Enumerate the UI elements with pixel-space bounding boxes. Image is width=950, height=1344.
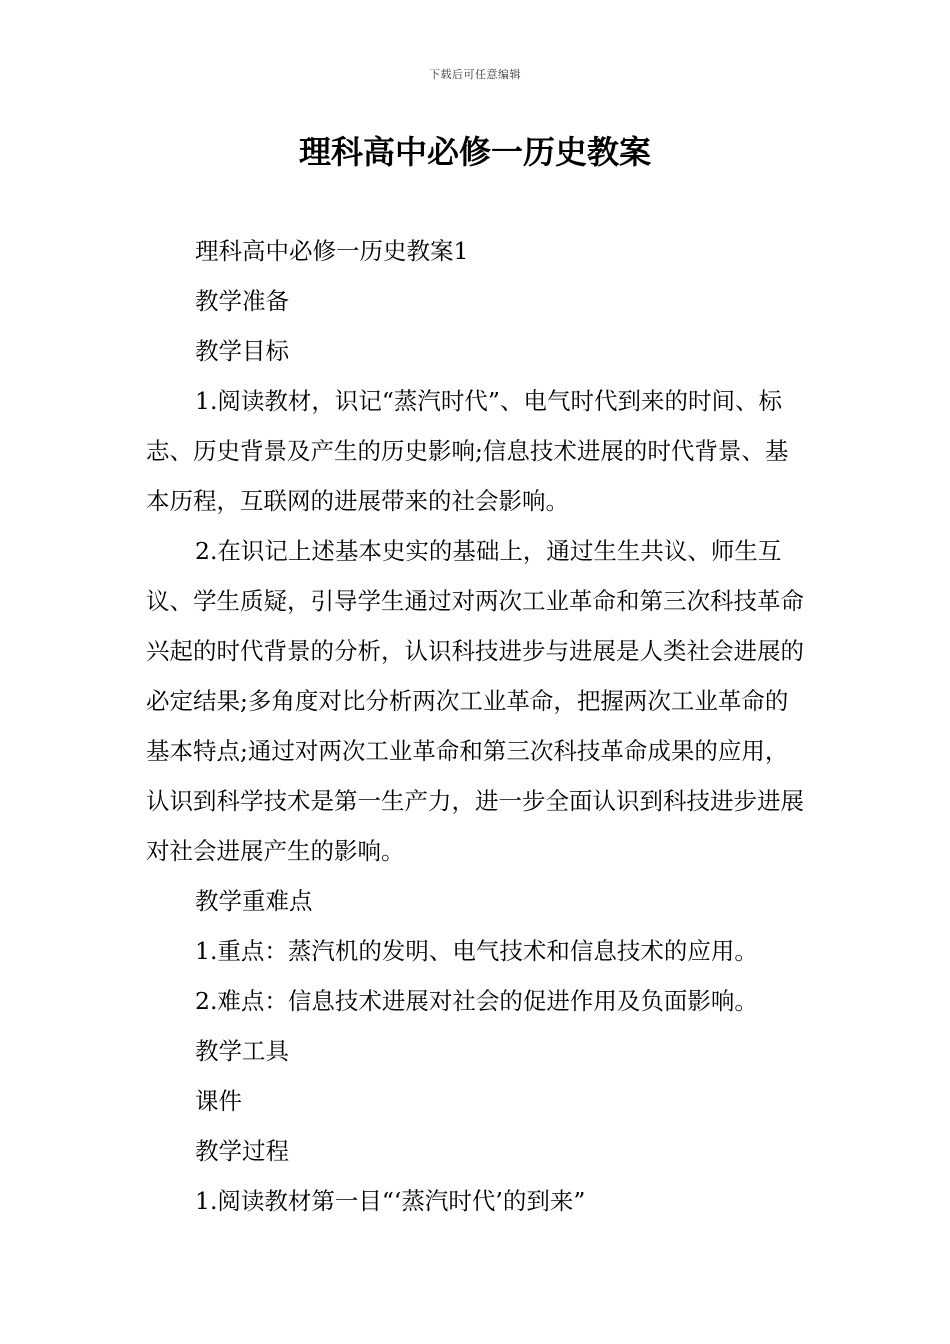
paragraph-key-difficult-points: 教学重难点 [195,887,313,915]
paragraph-teaching-tools: 教学工具 [195,1037,289,1065]
paragraph-objective-2: 2.在识记上述基本史实的基础上，通过生生共议、师生互议、学生质疑，引导学生通过对两次工业革命和第三次科技革命兴起的时代背景的分析，认识科技进步与进展是人类社会进展的必定结果;多角度对比分析两次工业革命，把握两次工业革命的基本特点;通过对两次工业革命和第三次科技革命成果的应用，认识到科学技术是第一生产力，进一步全面认识到科技进步进展对社会进展产生的影响。 [146,537,804,865]
paragraph-teaching-preparation: 教学准备 [195,287,289,315]
paragraph-process-step-1: 1.阅读教材第一目“‘蒸汽时代’的到来” [195,1187,586,1215]
paragraph-teaching-objectives: 教学目标 [195,337,289,365]
header-note: 下载后可任意编辑 [429,68,521,81]
document-title: 理科高中必修一历史教案 [298,133,651,171]
paragraph-objective-1: 1.阅读教材，识记“蒸汽时代”、电气时代到来的时间、标志、历史背景及产生的历史影响;信息技术进展的时代背景、基本历程，互联网的进展带来的社会影响。 [146,387,789,515]
paragraph-lesson-heading: 理科高中必修一历史教案1 [195,237,469,265]
paragraph-key-point: 1.重点：蒸汽机的发明、电气技术和信息技术的应用。 [195,937,758,965]
document-body [146,226,808,1226]
paragraph-difficult-point: 2.难点：信息技术进展对社会的促进作用及负面影响。 [195,987,758,1015]
paragraph-teaching-process: 教学过程 [195,1137,289,1165]
paragraph-courseware: 课件 [195,1087,242,1115]
